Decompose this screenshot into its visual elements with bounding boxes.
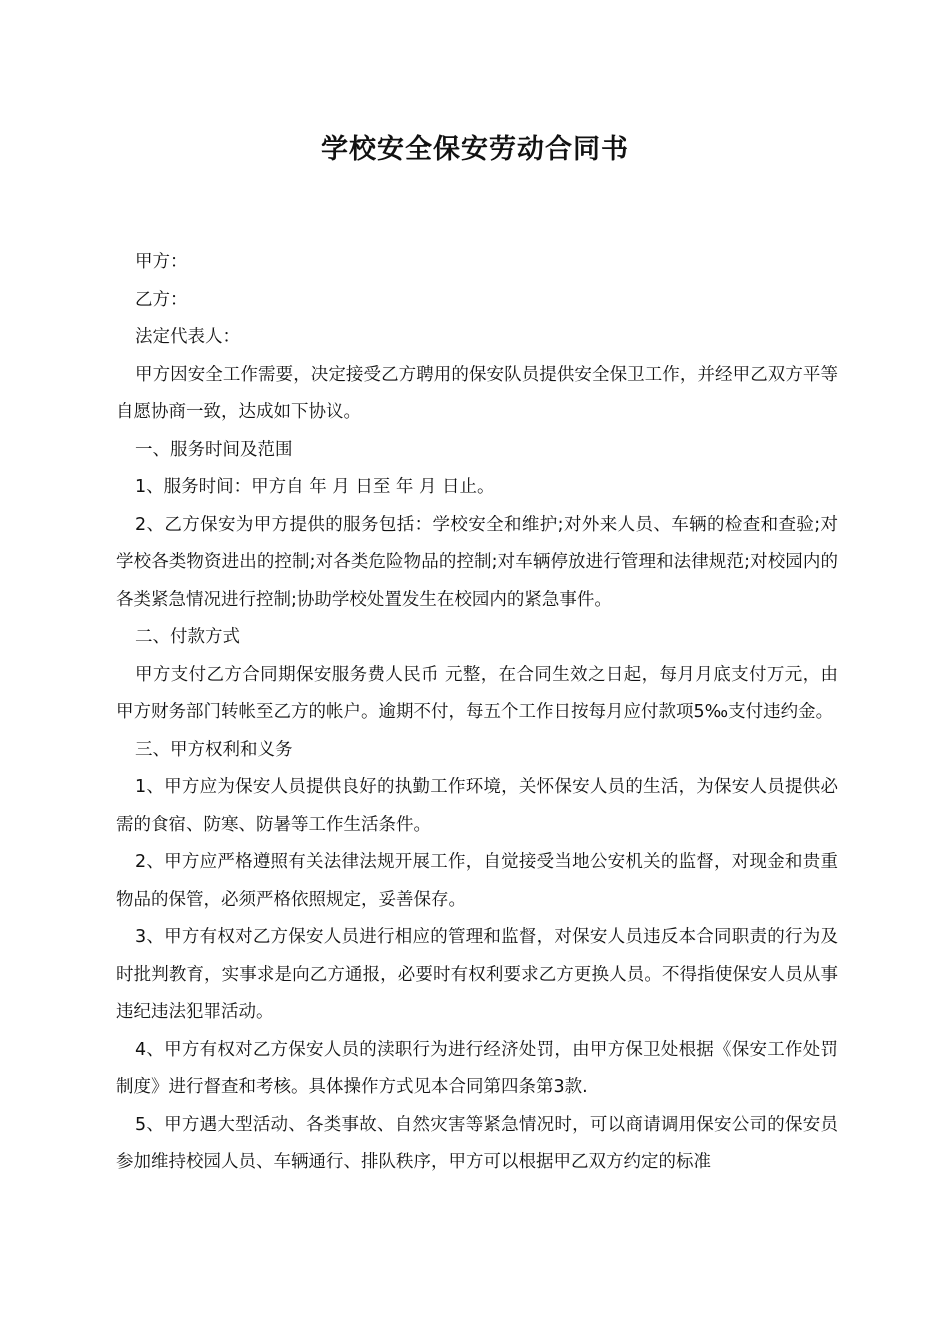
section-heading-party-a-rights: 三、甲方权利和义务 <box>135 739 293 760</box>
clause-a-5: 5、甲方遇大型活动、各类事故、自然灾害等紧急情况时，可以商请调用保安公司的保安员参加维持校园人员、车辆通行、排队秩序，甲方可以根据甲乙双方约定的标准 <box>116 1114 838 1172</box>
section-heading-service: 一、服务时间及范围 <box>135 439 293 460</box>
document-title: 学校安全保安劳动合同书 <box>321 134 629 165</box>
clause-a-1: 1、甲方应为保安人员提供良好的执勤工作环境，关怀保安人员的生活，为保安人员提供必需的食宿、防寒、防暑等工作生活条件。 <box>116 777 838 835</box>
legal-representative-line: 法定代表人： <box>135 327 240 347</box>
clause-payment: 甲方支付乙方合同期保安服务费人民币 元整，在合同生效之日起，每月月底支付万元，由甲方财务部门转帐至乙方的帐户。逾期不付，每五个工作日按每月应付款项5‰支付违约金。 <box>116 664 838 722</box>
clause-a-4: 4、甲方有权对乙方保安人员的渎职行为进行经济处罚，由甲方保卫处根据《保安工作处罚制度》进行督查和考核。具体操作方式见本合同第四条第3款. <box>116 1039 838 1097</box>
clause-a-3: 3、甲方有权对乙方保安人员进行相应的管理和监督，对保安人员违反本合同职责的行为及时批判教育，实事求是向乙方通报，必要时有权利要求乙方更换人员。不得指使保安人员从事违纪违法犯罪活动。 <box>116 927 838 1022</box>
intro-paragraph: 甲方因安全工作需要，决定接受乙方聘用的保安队员提供安全保卫工作，并经甲乙双方平等自愿协商一致，达成如下协议。 <box>116 364 838 422</box>
clause-a-2: 2、甲方应严格遵照有关法律法规开展工作，自觉接受当地公安机关的监督，对现金和贵重物品的保管，必须严格依照规定，妥善保存。 <box>116 852 838 910</box>
section-heading-payment: 二、付款方式 <box>135 627 240 647</box>
party-b-line: 乙方： <box>135 289 188 310</box>
clause-service-time: 1、服务时间：甲方自 年 月 日至 年 月 日止。 <box>135 477 495 497</box>
clause-service-scope: 2、乙方保安为甲方提供的服务包括：学校安全和维护;对外来人员、车辆的检查和查验;对学校各类物资进出的控制;对各类危险物品的控制;对车辆停放进行管理和法律规范;对校园内的各类紧急情况进行控制;协助学校处置发生在校园内的紧急事件。 <box>116 514 838 610</box>
document-body <box>116 244 838 1182</box>
party-a-line: 甲方： <box>135 252 188 272</box>
